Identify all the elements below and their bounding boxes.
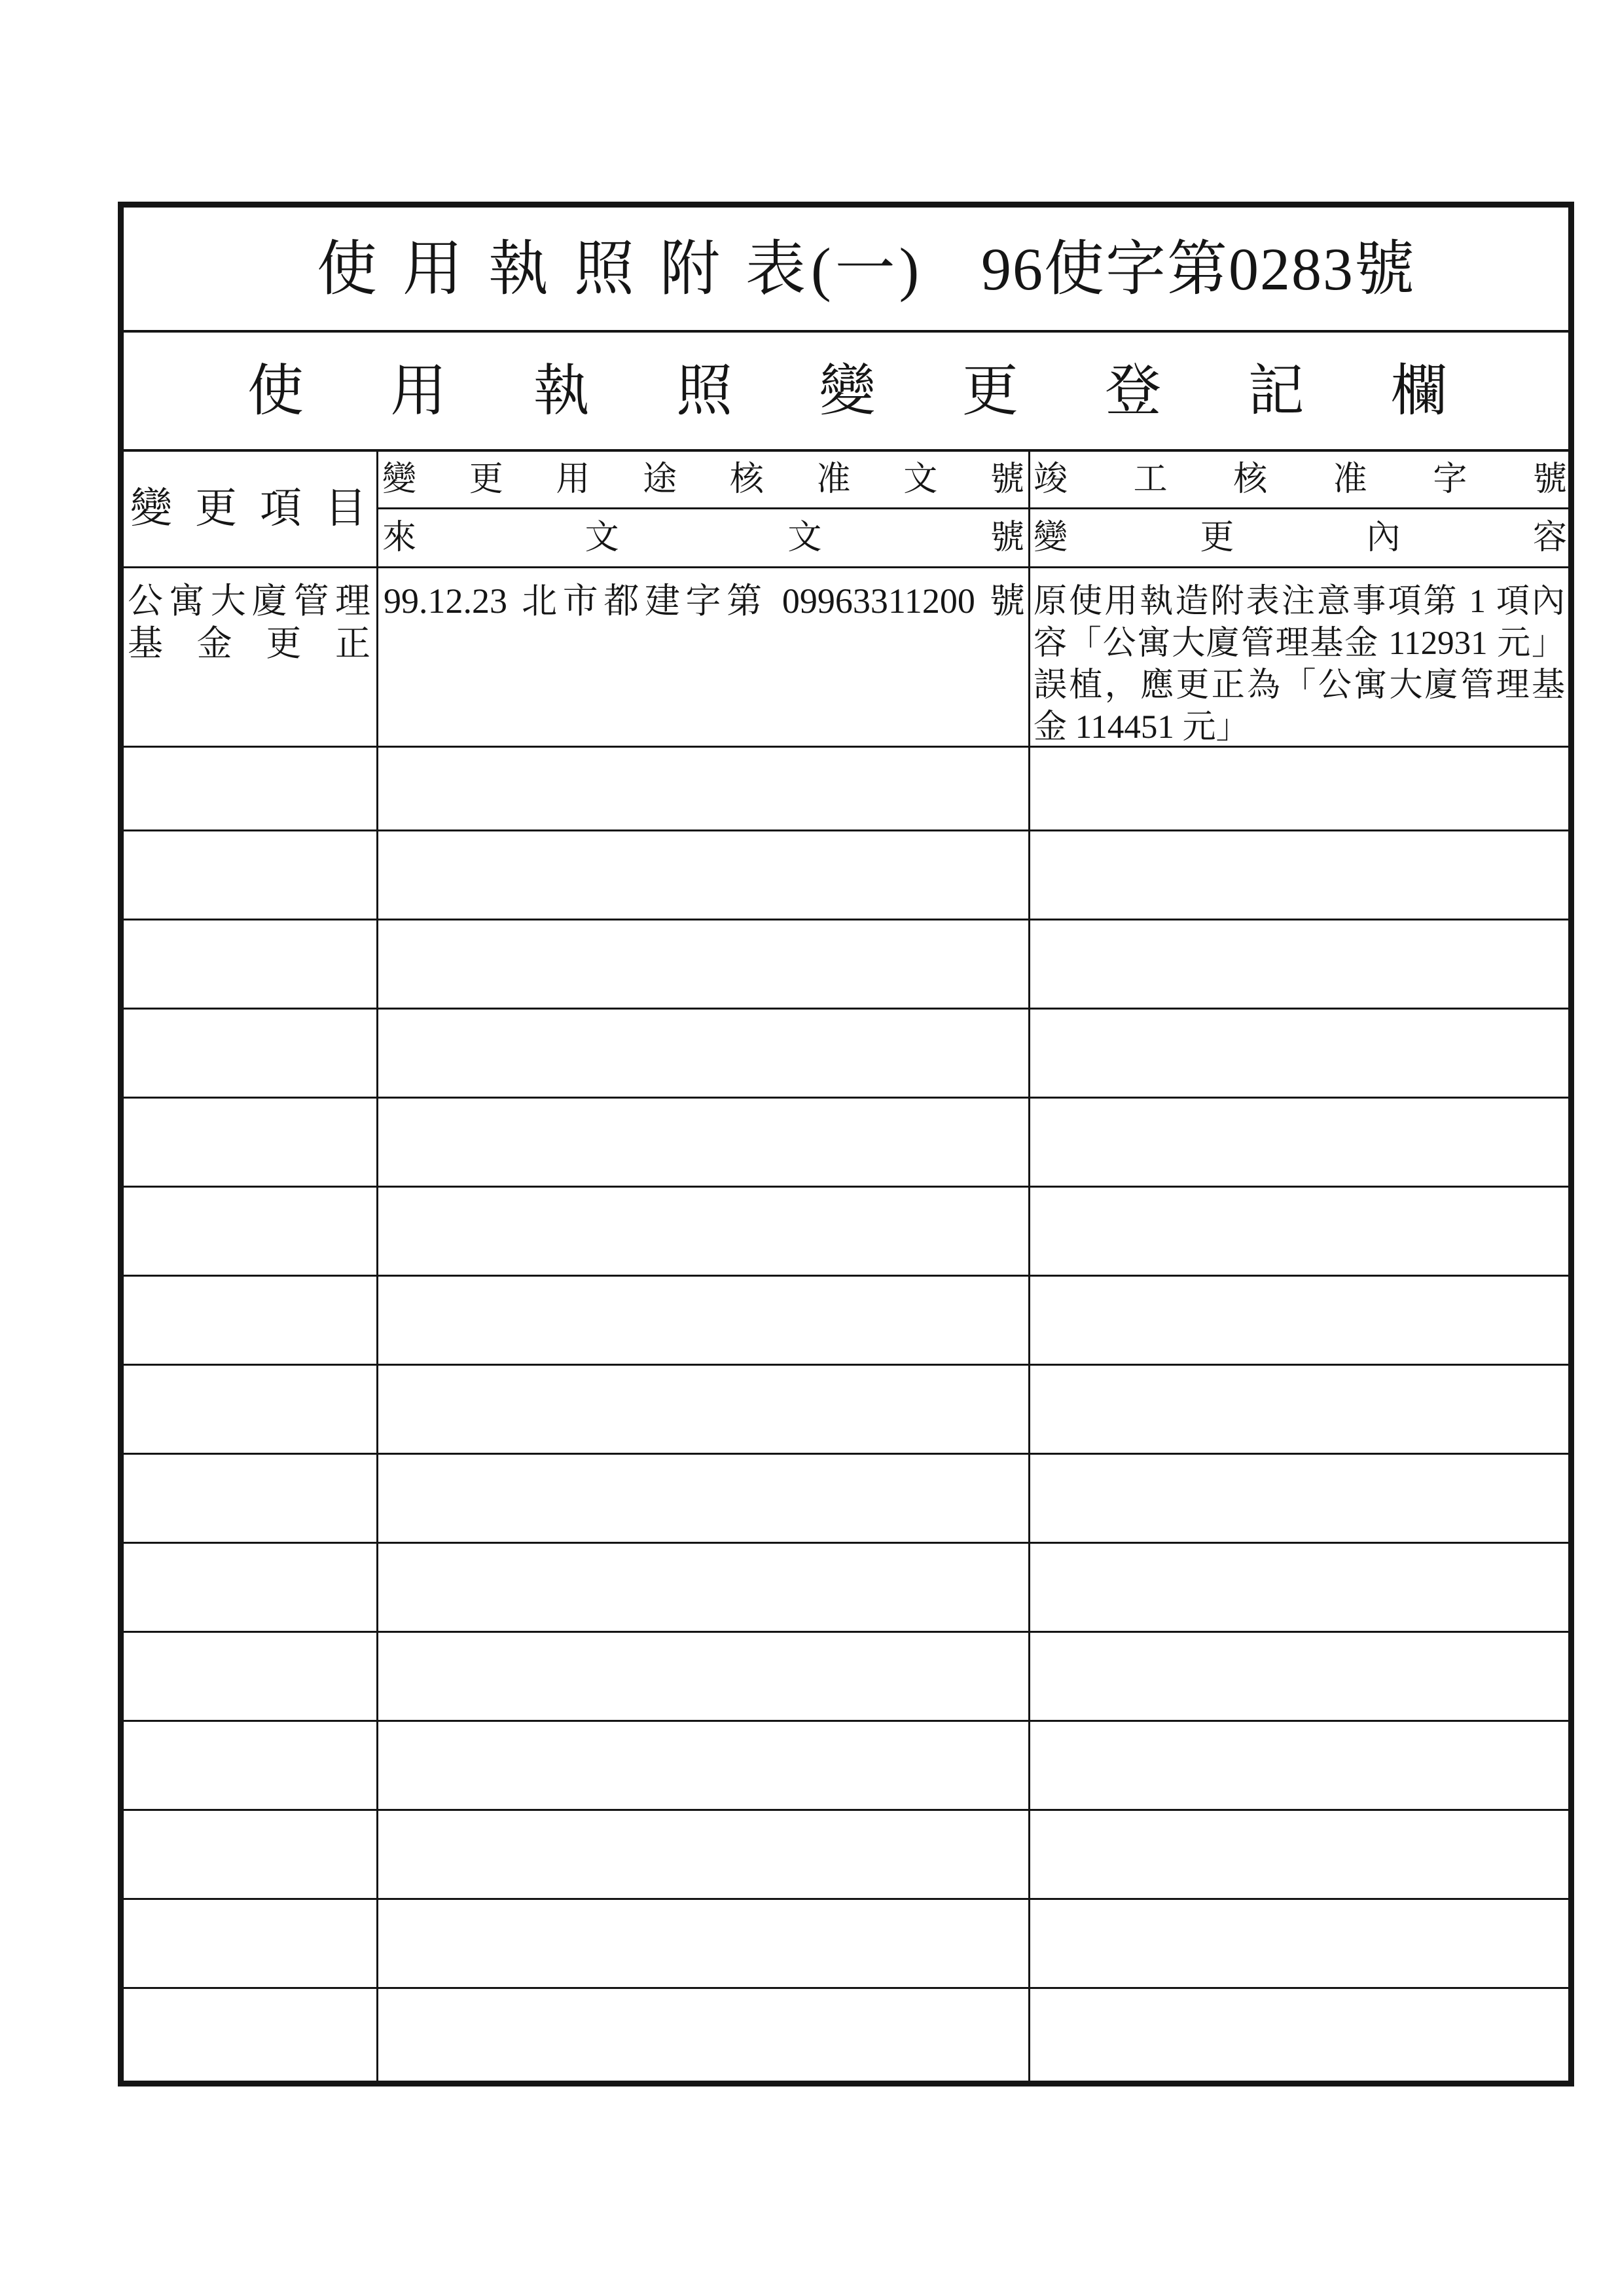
change-content-cell xyxy=(1030,1455,1568,1542)
section-title: 使用執照變更登記欄 xyxy=(247,359,1447,422)
header-change-item-cell xyxy=(124,452,378,566)
form-title: 使用執照附表 xyxy=(317,235,832,302)
empty-table-row xyxy=(124,831,1568,920)
header-approval-doc-no-cell xyxy=(378,452,1028,509)
change-item-cell xyxy=(124,1989,378,2081)
change-content-cell xyxy=(1030,1811,1568,1898)
document-number-cell xyxy=(378,568,1030,746)
change-item-cell xyxy=(124,1010,378,1097)
empty-table-row xyxy=(124,920,1568,1010)
header-change-content-cell xyxy=(1030,509,1568,566)
change-content-cell xyxy=(1030,1366,1568,1453)
change-content-cell xyxy=(1030,1277,1568,1364)
change-content-cell xyxy=(1030,748,1568,829)
document-number-cell xyxy=(378,920,1030,1008)
change-item-cell xyxy=(124,1188,378,1275)
table-row xyxy=(124,568,1568,748)
change-content-cell xyxy=(1030,1900,1568,1987)
change-item-cell xyxy=(124,1099,378,1186)
empty-table-row xyxy=(124,1722,1568,1811)
title-row xyxy=(124,208,1568,333)
document-number-cell xyxy=(378,1099,1030,1186)
empty-table-row xyxy=(124,1455,1568,1544)
change-item-cell xyxy=(124,1277,378,1364)
empty-table-row xyxy=(124,1544,1568,1633)
header-change-content: 變更內容 xyxy=(1034,519,1567,556)
change-item-cell xyxy=(124,1900,378,1987)
change-content-cell xyxy=(1030,920,1568,1008)
header-incoming-doc-no-cell xyxy=(378,509,1028,566)
document-number-cell xyxy=(378,1544,1030,1631)
empty-table-row xyxy=(124,1989,1568,2081)
change-item-cell xyxy=(124,831,378,919)
empty-table-row xyxy=(124,1010,1568,1099)
change-content-line: 原使用執造附表注意事項第 1 項內 xyxy=(1034,583,1565,620)
change-content-cell xyxy=(1030,1188,1568,1275)
empty-table-row xyxy=(124,1633,1568,1722)
change-content-cell xyxy=(1030,1544,1568,1631)
document-number-cell xyxy=(378,1900,1030,1987)
change-content-cell xyxy=(1030,1633,1568,1720)
header-document-number-cell xyxy=(378,452,1030,566)
empty-table-row xyxy=(124,1188,1568,1277)
header-change-item: 變更項目 xyxy=(130,485,367,532)
change-content-line: 容「公寓大廈管理基金 112931 元」 xyxy=(1034,625,1565,662)
change-item-line: 公寓大廈管理 xyxy=(128,581,370,621)
change-item-cell xyxy=(124,1722,378,1809)
change-item-cell xyxy=(124,1633,378,1720)
permit-number: 96使字第0283號 xyxy=(981,235,1416,302)
change-item-line: 基金更正 xyxy=(128,624,370,663)
section-title-row xyxy=(124,333,1568,452)
change-item-cell xyxy=(124,568,378,746)
use-permit-annex-form xyxy=(118,202,1574,2086)
document-number-cell xyxy=(378,1722,1030,1809)
document-number-cell xyxy=(378,1366,1030,1453)
document-number-cell xyxy=(378,1010,1030,1097)
empty-table-row xyxy=(124,748,1568,831)
annex-number: (一) xyxy=(811,235,924,302)
document-number-cell xyxy=(378,1455,1030,1542)
header-content-cell xyxy=(1030,452,1568,566)
empty-table-row xyxy=(124,1366,1568,1455)
change-item-cell xyxy=(124,920,378,1008)
document-number: 99.12.23 北市都建字第 09963311200 號 xyxy=(384,581,1025,621)
header-completion-approval-no-cell xyxy=(1030,452,1568,509)
document-number-cell xyxy=(378,1811,1030,1898)
empty-table-row xyxy=(124,1277,1568,1366)
change-item-cell xyxy=(124,1455,378,1542)
header-approval-doc-no: 變更用途核准文號 xyxy=(382,460,1024,498)
table-header-row xyxy=(124,452,1568,568)
change-item-cell xyxy=(124,1544,378,1631)
change-content-line: 誤植，應更正為「公寓大廈管理基 xyxy=(1034,667,1565,704)
change-content-cell xyxy=(1030,1722,1568,1809)
change-item-cell xyxy=(124,1366,378,1453)
empty-table-row xyxy=(124,1900,1568,1989)
change-content-cell xyxy=(1030,1099,1568,1186)
document-number-cell xyxy=(378,831,1030,919)
header-completion-approval-no: 竣工核准字號 xyxy=(1034,460,1567,498)
change-content-cell xyxy=(1030,1010,1568,1097)
change-content-cell xyxy=(1030,1989,1568,2081)
document-number-cell xyxy=(378,1989,1030,2081)
document-number-cell xyxy=(378,1633,1030,1720)
change-content-line: 金 114451 元」 xyxy=(1034,709,1249,746)
empty-table-row xyxy=(124,1811,1568,1900)
change-item-cell xyxy=(124,1811,378,1898)
header-incoming-doc-no: 來文文號 xyxy=(382,519,1024,556)
document-number-cell xyxy=(378,1277,1030,1364)
empty-table-row xyxy=(124,1099,1568,1188)
change-content-cell xyxy=(1030,568,1568,746)
change-item-cell xyxy=(124,748,378,829)
document-number-cell xyxy=(378,748,1030,829)
document-number-cell xyxy=(378,1188,1030,1275)
change-content-cell xyxy=(1030,831,1568,919)
